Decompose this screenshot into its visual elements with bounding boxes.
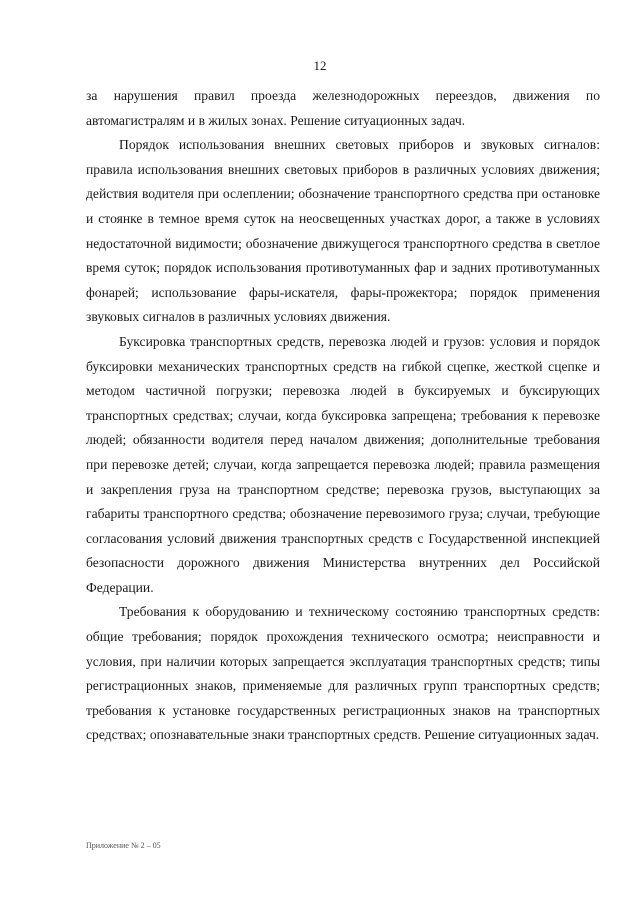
paragraph-light-sound-signals: Порядок использования внешних световых приборов и звуковых сигналов: правила использования внешних световых приборов в различных условиях движения; действия водителя при ослеплении; обозначение транспортного средства при остановке и стоянке в темное время суток на неосвещенных участках дорог, а также в условиях недостаточной видимости; обозначение движущегося транспортного средства в светлое время суток; порядок использования противотуманных фар и задних противотуманных фонарей; использование фары-искателя, фары-прожектора; порядок применения звуковых сигналов в различных условиях движения. <box>86 137 600 325</box>
paragraph-continuation: за нарушения правил проезда железнодорожных переездов, движения по автомагистралям и в жилых зонах. Решение ситуационных задач. <box>86 88 600 128</box>
paragraph-towing-transport: Буксировка транспортных средств, перевозка людей и грузов: условия и порядок буксировки механических транспортных средств на гибкой сцепке, жесткой сцепке и методом частичной погрузки; перевозка людей в буксируемых и буксирующих транспортных средствах; случаи, когда буксировка запрещена; требования к перевозке людей; обязанности водителя перед началом движения; дополнительные требования при перевозке детей; случаи, когда запрещается перевозка людей; правила размещения и закрепления груза на транспортном средстве; перевозка грузов, выступающих за габариты транспортного средства; обозначение перевозимого груза; случаи, требующие согласования условий движения транспортных средств с Государственной инспекцией безопасности дорожного движения Министерства внутренних дел Российской Федерации. <box>86 333 600 595</box>
document-body <box>86 84 600 748</box>
footer-note: Приложение № 2 – 05 <box>86 841 161 850</box>
page-number: 12 <box>313 58 327 73</box>
paragraph-vehicle-requirements: Требования к оборудованию и техническому состоянию транспортных средств: общие требования; порядок прохождения технического осмотра; неисправности и условия, при наличии которых запрещается эксплуатация транспортных средств; типы регистрационных знаков, применяемые для различных групп транспортных средств; требования к установке государственных регистрационных знаков на транспортных средствах; опознавательные знаки транспортных средств. Решение ситуационных задач. <box>86 604 600 743</box>
